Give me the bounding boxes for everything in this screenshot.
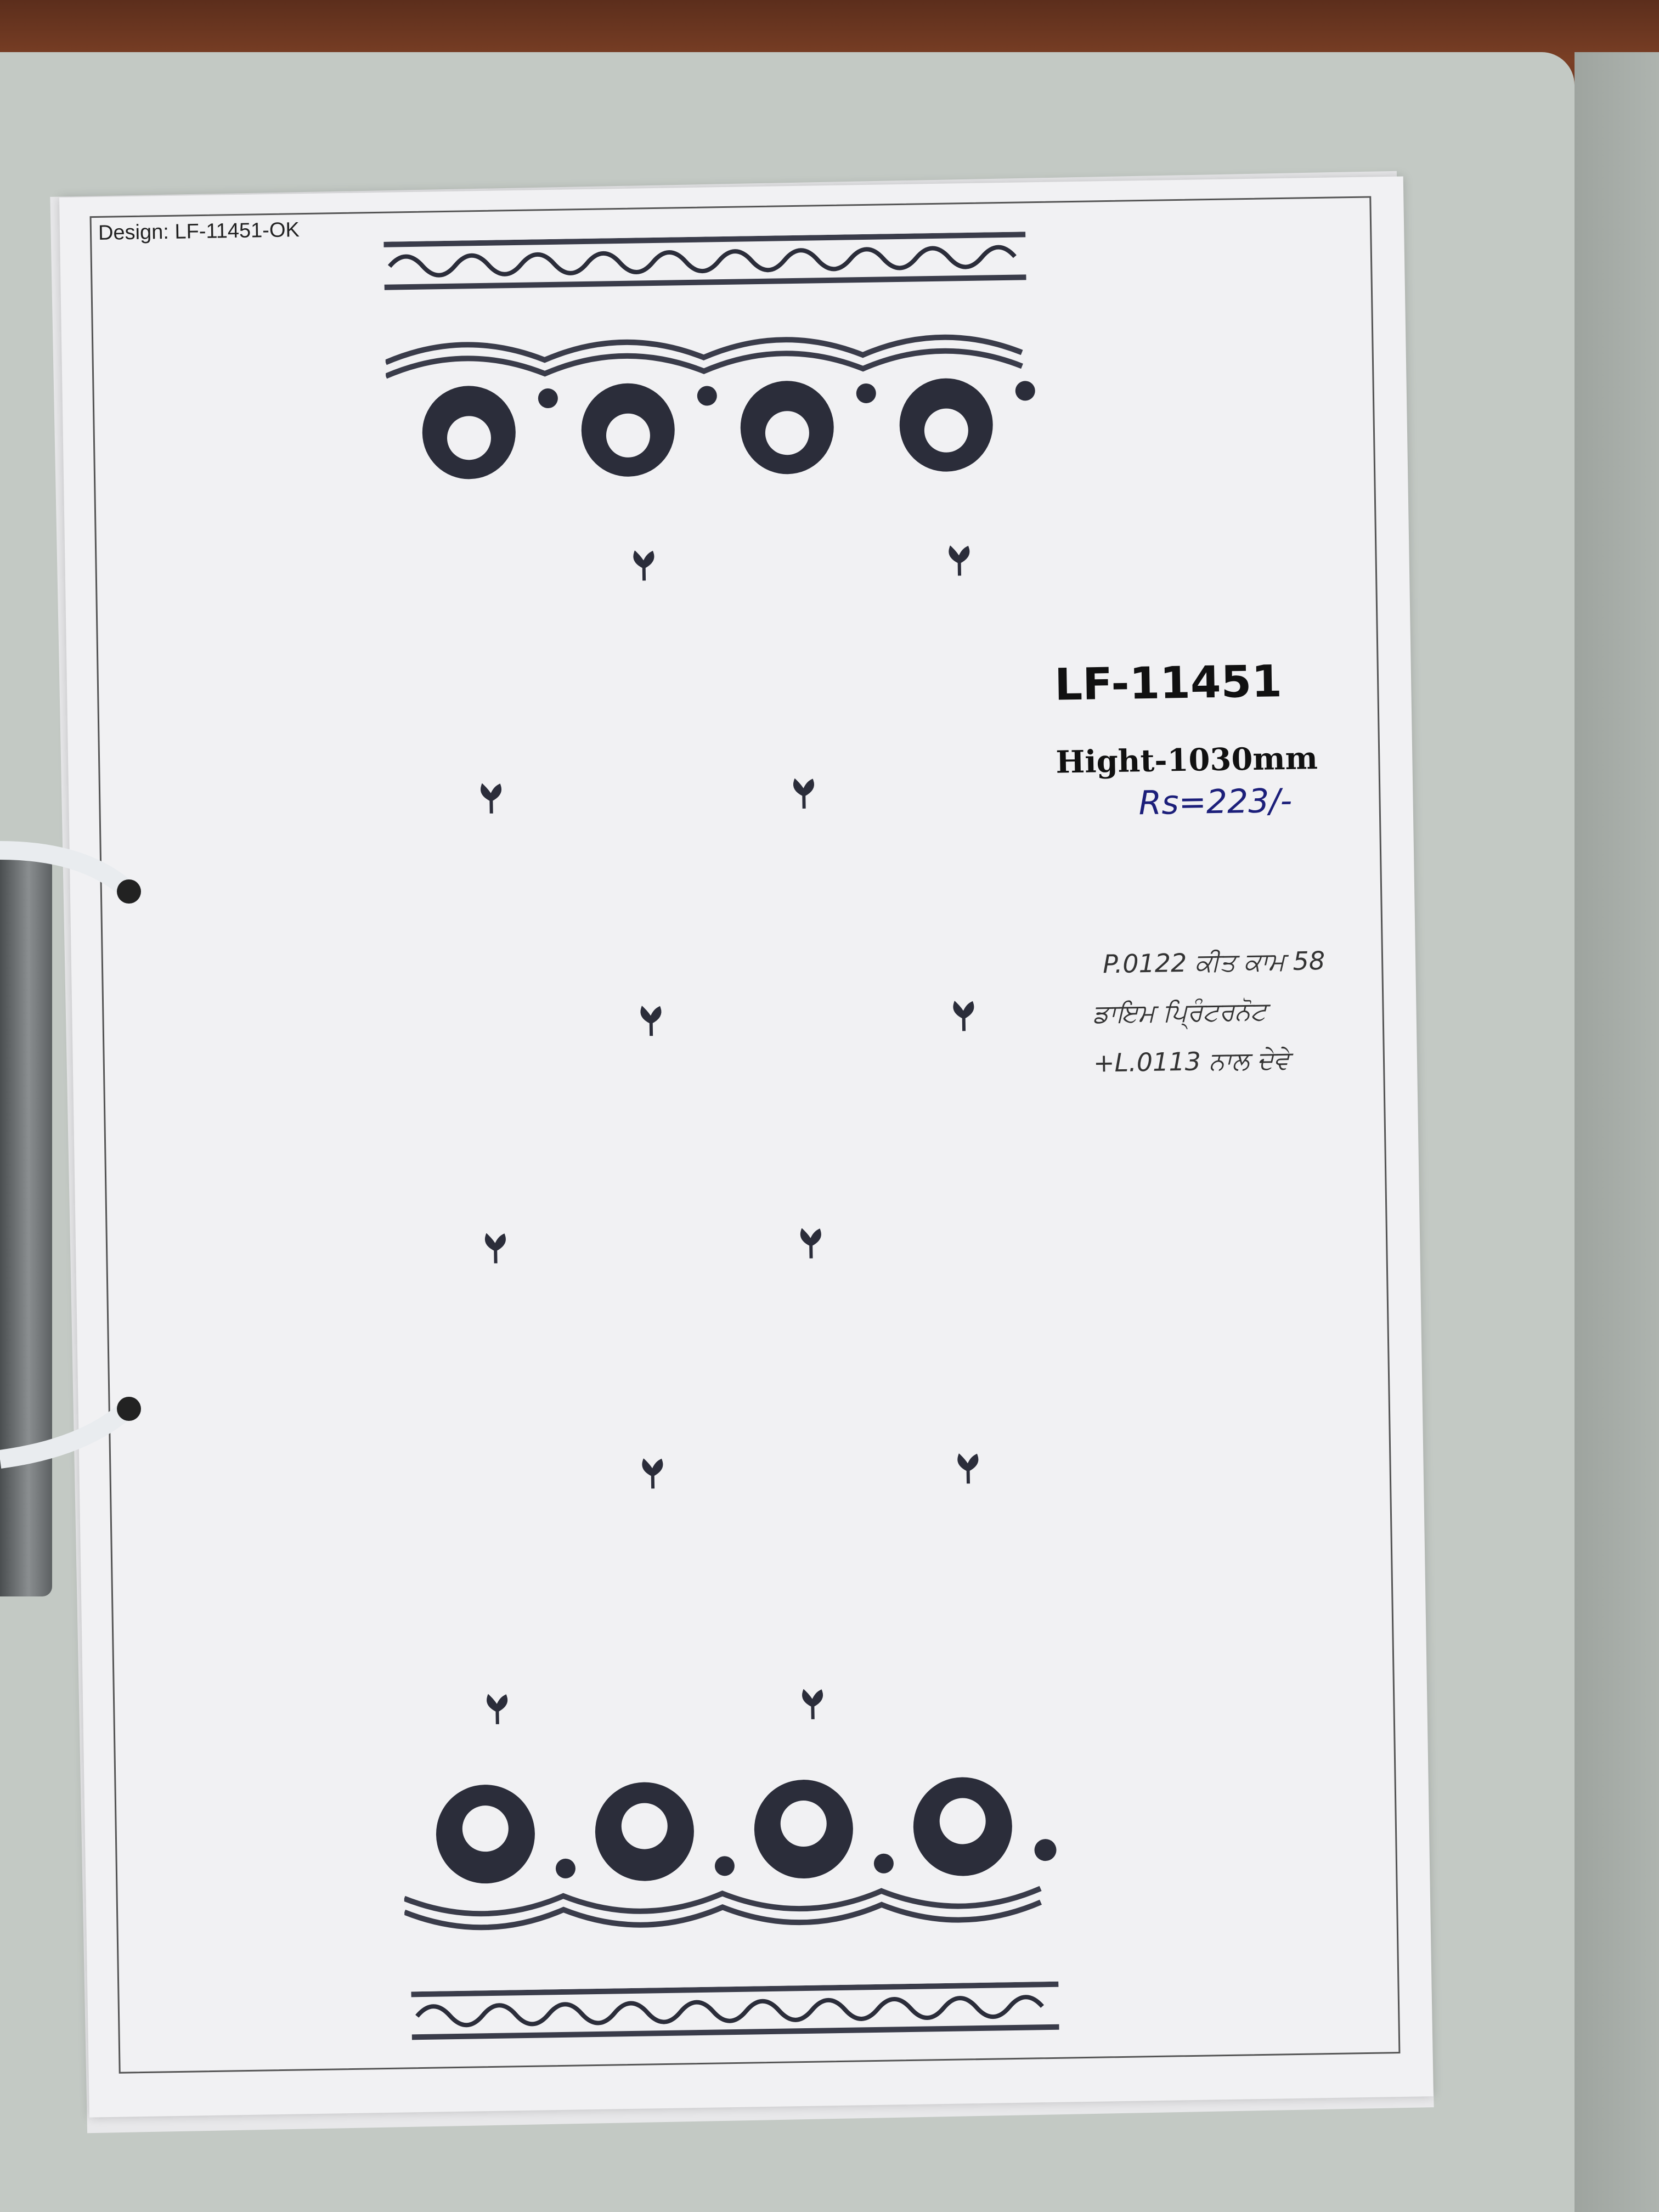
scatter-motif xyxy=(630,550,658,584)
binder-ring xyxy=(0,1388,143,1476)
design-code: LF-11451 xyxy=(1054,656,1283,710)
scatter-motif xyxy=(954,1453,982,1487)
scatter-motif xyxy=(799,1689,827,1722)
design-sheet xyxy=(59,177,1434,2118)
scatter-motif xyxy=(477,783,505,816)
table-surface xyxy=(1575,52,1659,2212)
scatter-motif xyxy=(637,1006,665,1039)
scatter-motif xyxy=(945,545,973,579)
scatter-motif xyxy=(797,1228,825,1261)
scatter-motif xyxy=(482,1233,510,1266)
binder-clip xyxy=(0,856,52,1596)
binder-ring xyxy=(0,828,143,916)
scatter-motif xyxy=(950,1001,978,1034)
height-spec: Hight-1030mm xyxy=(1055,740,1318,781)
scatter-motif xyxy=(790,778,818,811)
bottom-border-band xyxy=(411,1982,1059,2041)
bottom-floral-border xyxy=(402,1773,1091,1948)
handwritten-note: ਡਾਇਮ ਪ੍ਰਿੰਟਰਨੋਟ xyxy=(1092,996,1267,1029)
scatter-motif xyxy=(483,1694,511,1727)
handwritten-price: Rs=223/- xyxy=(1138,781,1293,823)
top-border-band xyxy=(383,232,1026,291)
design-label: Design: LF-11451-OK xyxy=(98,218,300,245)
handwritten-note: P.0122 ਕੀਤ ਕਾਮ 58 xyxy=(1102,945,1325,979)
handwritten-note: +L.0113 ਨਾਲ ਦੇਵੇ xyxy=(1093,1045,1290,1078)
top-floral-border xyxy=(385,319,1062,488)
scatter-motif xyxy=(639,1458,667,1492)
